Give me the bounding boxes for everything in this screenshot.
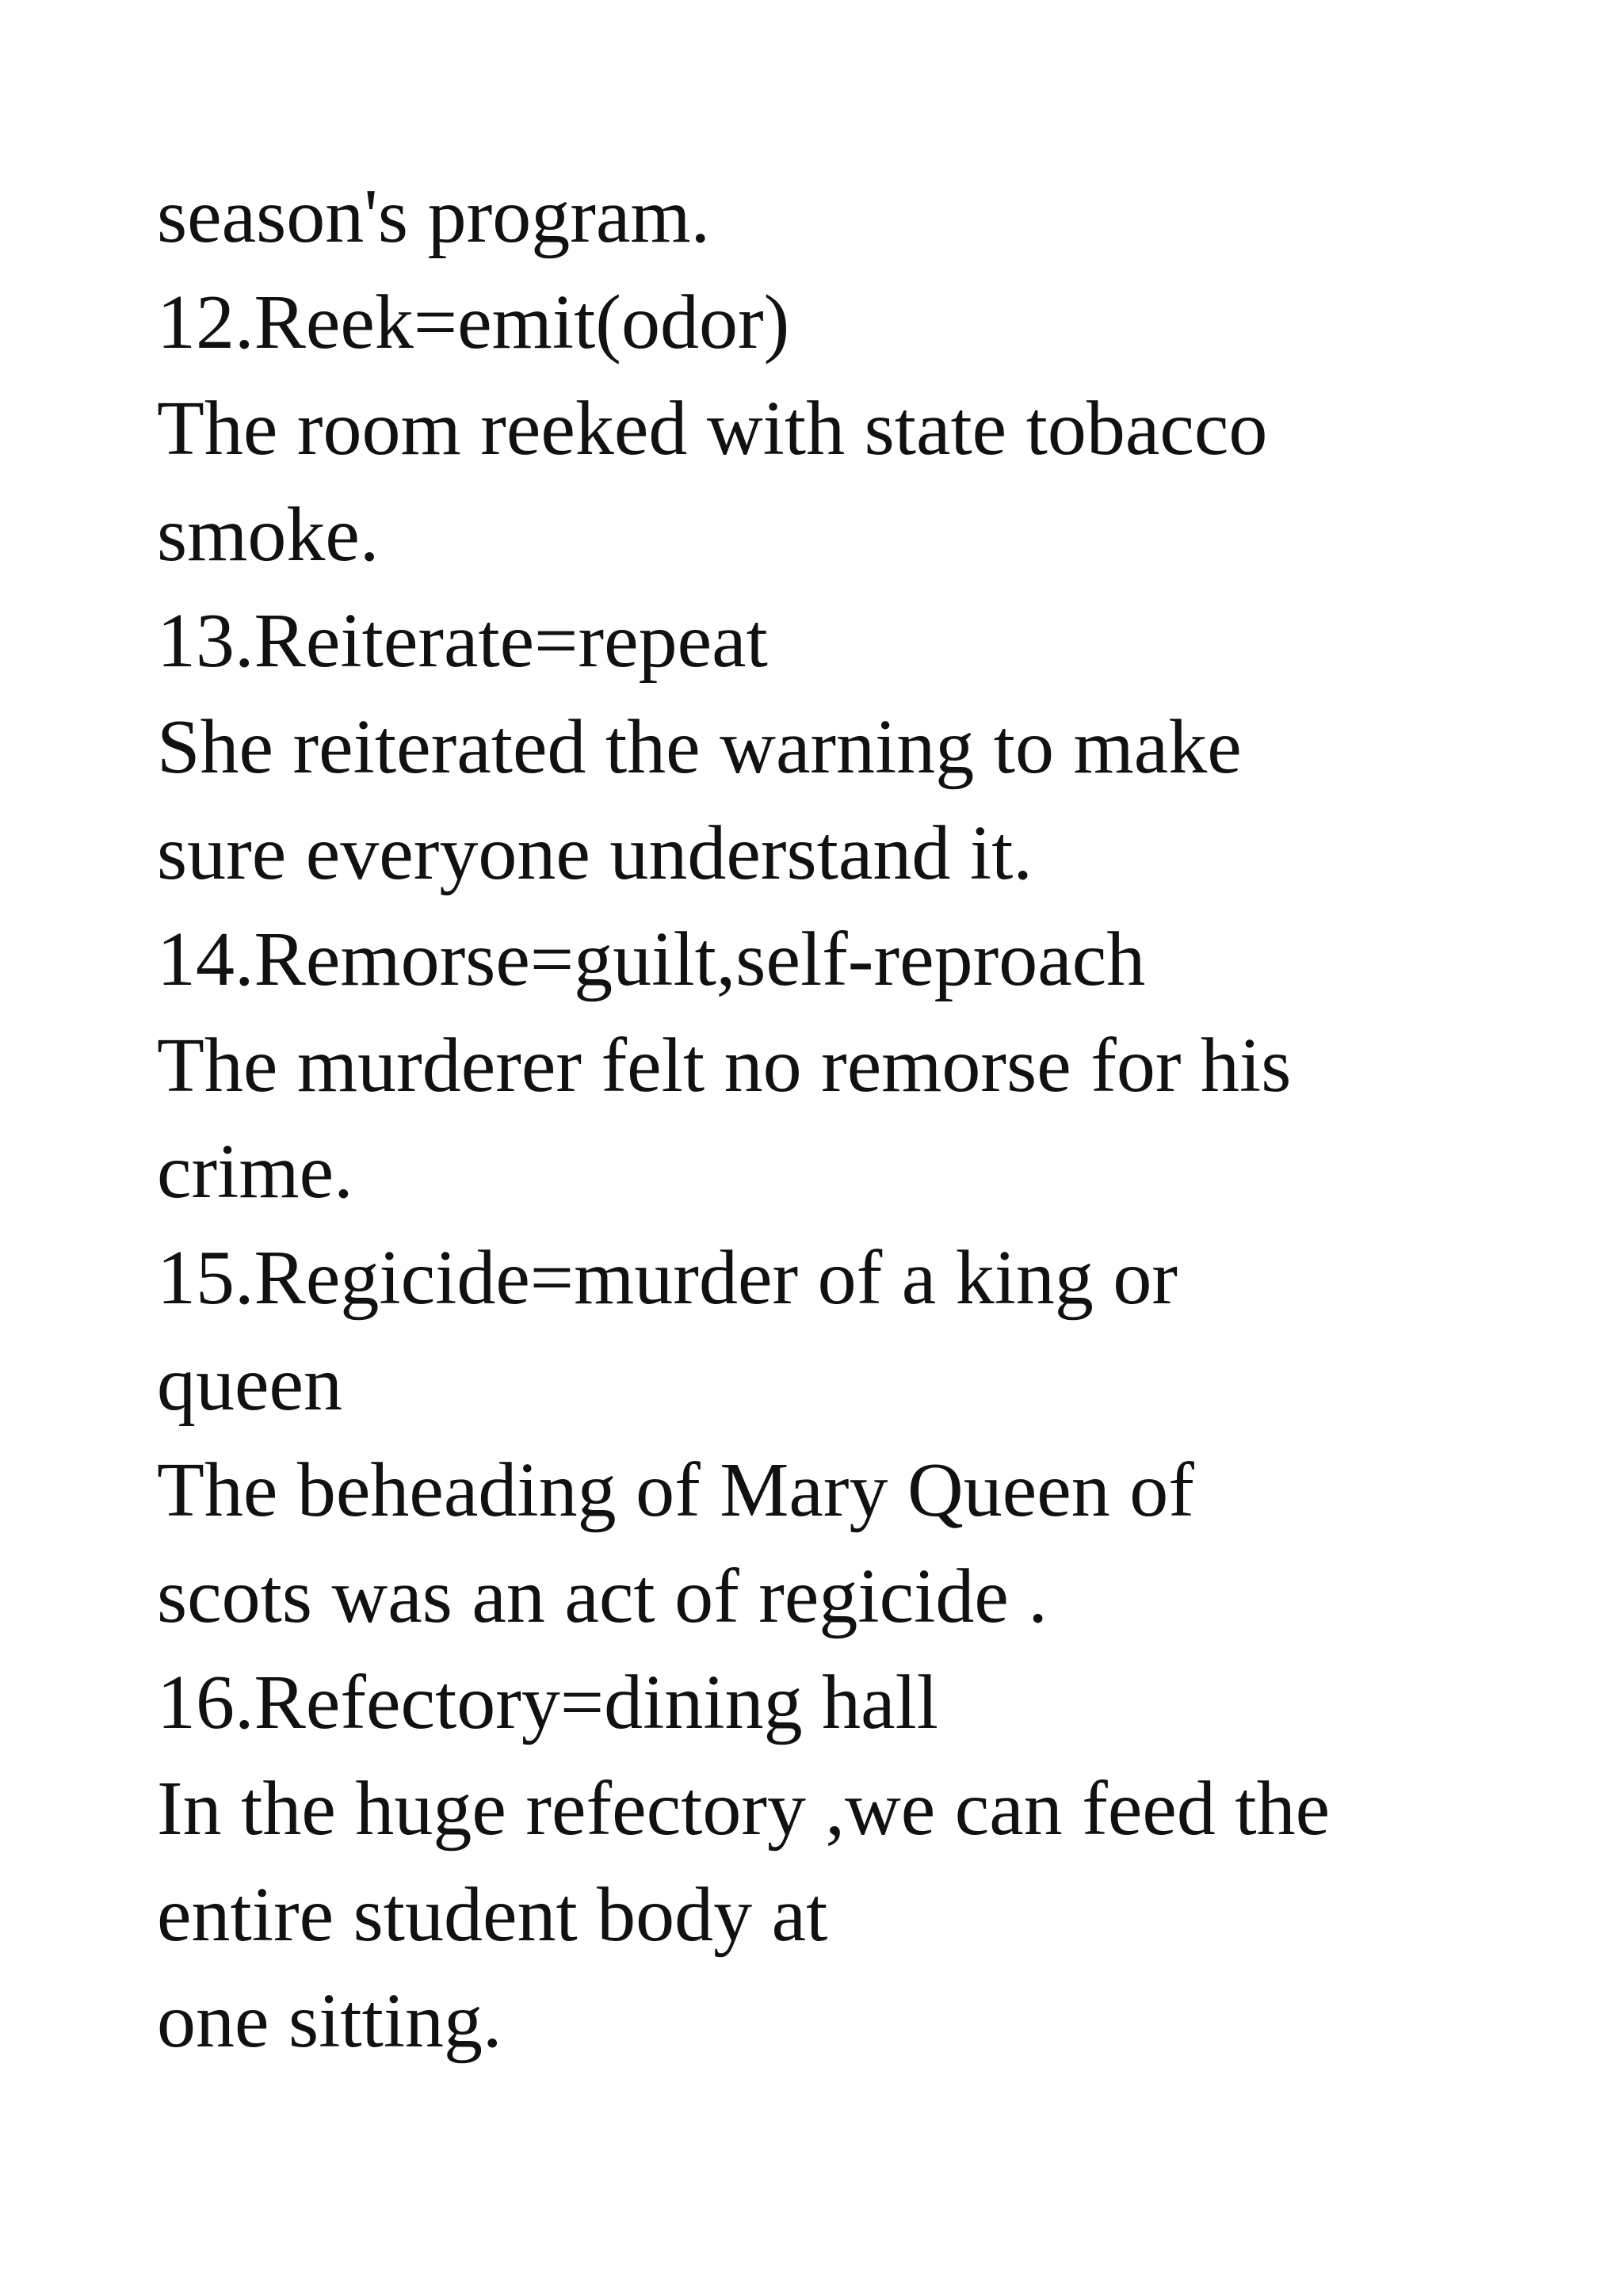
text-line: entire student body at <box>157 1872 828 1958</box>
text-line: scots was an act of regicide . <box>157 1554 1048 1639</box>
entry-heading: 15.Regicide=murder of a king or <box>157 1235 1178 1321</box>
text-line: one sitting. <box>157 1978 502 2064</box>
text-line: The beheading of Mary Queen of <box>157 1447 1194 1533</box>
text-line: sure everyone understand it. <box>157 810 1033 896</box>
text-line: crime. <box>157 1129 353 1215</box>
text-line: The room reeked with state tobacco <box>157 386 1268 471</box>
entry-heading-continued: queen <box>157 1341 342 1427</box>
entry-heading: 16.Refectory=dining hall <box>157 1660 939 1745</box>
text-line: The murderer felt no remorse for his <box>157 1023 1292 1108</box>
entry-heading: 12.Reek=emit(odor) <box>157 280 790 365</box>
text-line: In the huge refectory ,we can feed the <box>157 1766 1331 1852</box>
vocabulary-text <box>157 163 1583 2074</box>
text-line: smoke. <box>157 492 380 578</box>
text-line: She reiterated the warning to make <box>157 704 1242 790</box>
entry-heading: 14.Remorse=guilt,self-reproach <box>157 917 1146 1002</box>
entry-heading: 13.Reiterate=repeat <box>157 598 768 684</box>
text-line: season's program. <box>157 174 711 259</box>
